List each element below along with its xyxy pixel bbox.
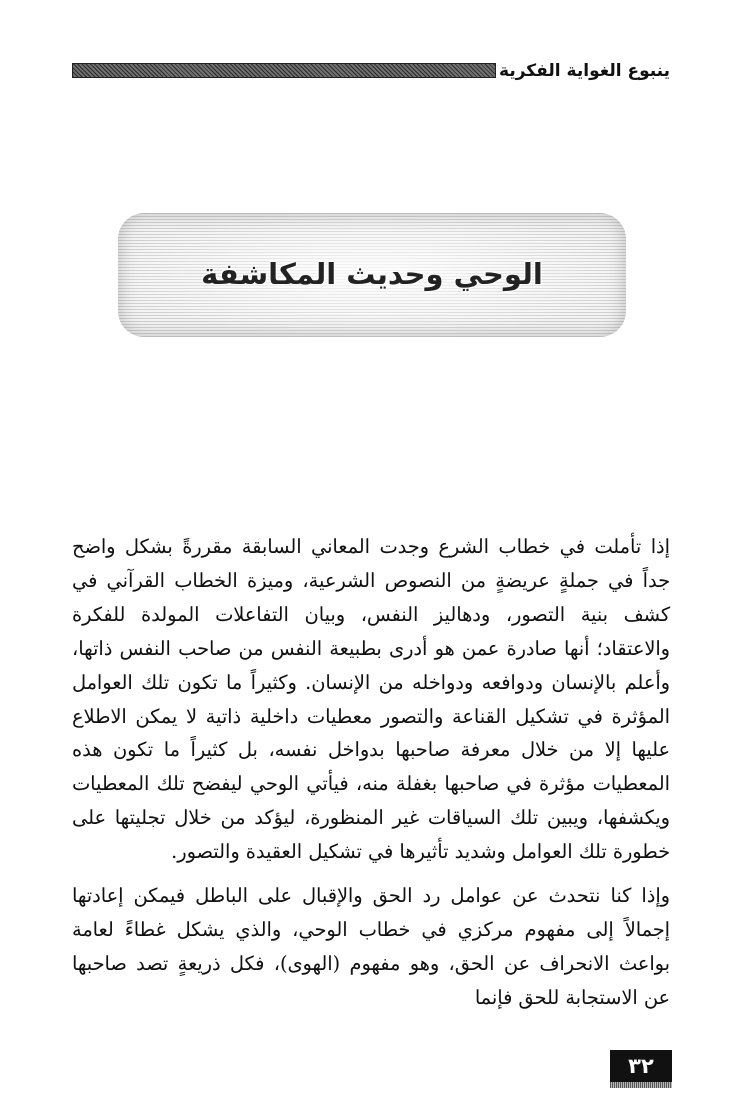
page-number-decoration: [610, 1082, 672, 1088]
chapter-title: الوحي وحديث المكاشفة: [201, 257, 543, 291]
header-decorative-bar: [72, 63, 496, 78]
paragraph: وإذا كنا نتحدث عن عوامل رد الحق والإقبال على الباطل فيمكن إعادتها إجمالاً إلى مفهوم مركزي في خطاب الوحي، والذي يشكل غطاءً لعامة بواعث الانحراف عن الحق، وهو مفهوم (الهوى)، فكل ذريعةٍ تصد صاحبها عن الاستجابة للحق فإنما: [72, 884, 670, 1009]
paragraph: إذا تأملت في خطاب الشرع وجدت المعاني السابقة مقررةً بشكل واضح جداً في جملةٍ عريضةٍ من النصوص الشرعية، وميزة الخطاب القرآني في كشف بنية التصور، ودهاليز النفس، وبيان التفاعلات المولدة للفكرة والاعتقاد؛ أنها صادرة عمن هو أدرى بطبيعة النفس من صاحب النفس ذاتها، وأعلم بالإنسان ودوافعه ودواخله من الإنسان. وكثيراً ما تكون تلك العوامل المؤثرة في تشكيل القناعة والتصور معطيات داخلية ذاتية لا يمكن الاطلاع عليها إلا من خلال معرفة صاحبها بدواخل نفسه، بل كثيراً ما تكون هذه المعطيات مؤثرة في صاحبها بغفلة منه، فيأتي الوحي ليفضح تلك المعطيات ويكشفها، ويبين تلك السياقات غير المنظورة، ليؤكد من خلال تجليتها على خطورة تلك العوامل وشديد تأثيرها في تشكيل العقيدة والتصور.: [72, 535, 670, 864]
chapter-title-box: [118, 213, 626, 337]
body-text: [72, 530, 670, 1015]
running-title: ينبوع الغواية الفكرية: [499, 61, 670, 81]
page-number: ٣٢: [610, 1050, 672, 1082]
running-header: [72, 57, 670, 85]
